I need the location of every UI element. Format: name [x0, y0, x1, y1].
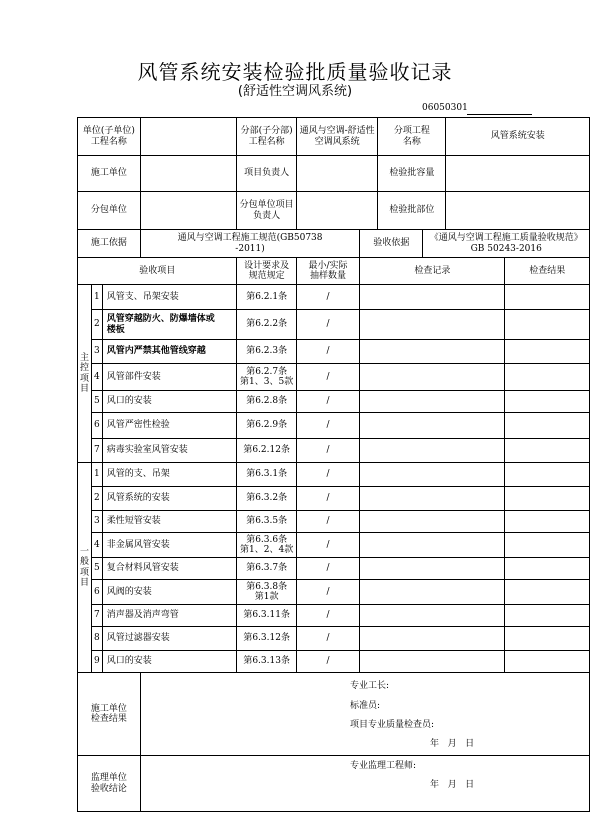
- general-row-8-record[interactable]: [360, 627, 505, 651]
- general-row-5-sample: /: [296, 558, 359, 580]
- general-row-4-record[interactable]: [360, 533, 505, 558]
- main-row-5-spec: 第6.2.8条: [237, 391, 297, 413]
- main-row-7-no: 7: [92, 439, 103, 463]
- general-row-6-spec: 第6.3.8条 第1款: [237, 580, 297, 605]
- main-row-1-spec: 第6.2.1条: [237, 285, 297, 310]
- main-row-7-spec: 第6.2.12条: [237, 439, 297, 463]
- general-row-2-spec: 第6.3.2条: [237, 487, 297, 511]
- main-row-7-sample: /: [296, 439, 359, 463]
- general-row-9-no: 9: [92, 651, 103, 673]
- main-row-5-name: 风口的安装: [102, 391, 237, 413]
- project-manager-label: 项目负责人: [237, 156, 297, 192]
- general-row-2-record[interactable]: [360, 487, 505, 511]
- standard-officer-label: 标准员:: [350, 701, 381, 711]
- batch-location-label: 检验批部位: [378, 192, 446, 230]
- main-row-1-sample: /: [296, 285, 359, 310]
- subcontract-unit-value[interactable]: [140, 192, 237, 230]
- general-row-7-name: 消声器及消声弯管: [102, 605, 237, 627]
- batch-capacity-label: 检验批容量: [378, 156, 446, 192]
- inspection-date: 年 月 日: [430, 739, 475, 749]
- form-code: 06050301: [422, 103, 468, 113]
- main-row-3-sample: /: [296, 340, 359, 364]
- general-row-9-record[interactable]: [360, 651, 505, 673]
- main-row-6-sample: /: [296, 413, 359, 439]
- general-items-group-label: 一 般 项 目: [78, 463, 92, 673]
- general-row-5-name: 复合材料风管安装: [102, 558, 237, 580]
- col-header-item: 验收项目: [78, 258, 237, 285]
- subcontract-manager-label: 分包单位项目 负责人: [237, 192, 297, 230]
- batch-location-value[interactable]: [446, 192, 590, 230]
- subcontract-unit-label: 分包单位: [78, 192, 141, 230]
- main-row-4-sample: /: [296, 364, 359, 391]
- general-row-3-sample: /: [296, 511, 359, 533]
- main-row-4-result[interactable]: [505, 364, 590, 391]
- supervision-date: 年 月 日: [430, 780, 475, 790]
- item-name-label: 分项工程 名称: [378, 118, 446, 156]
- general-row-2-name: 风管系统的安装: [102, 487, 237, 511]
- main-row-6-no: 6: [92, 413, 103, 439]
- general-row-3-name: 柔性短管安装: [102, 511, 237, 533]
- general-row-9-name: 风口的安装: [102, 651, 237, 673]
- unit-name-label: 单位(子单位) 工程名称: [78, 118, 141, 156]
- main-row-2-result[interactable]: [505, 310, 590, 340]
- main-row-4-no: 4: [92, 364, 103, 391]
- main-row-2-name: 风管穿越防火、防爆墙体或 楼板: [102, 310, 237, 340]
- general-row-4-result[interactable]: [505, 533, 590, 558]
- main-row-2-sample: /: [296, 310, 359, 340]
- main-row-3-name: 风管内严禁其他管线穿越: [102, 340, 237, 364]
- general-row-7-no: 7: [92, 605, 103, 627]
- general-row-7-spec: 第6.3.11条: [237, 605, 297, 627]
- main-row-1-no: 1: [92, 285, 103, 310]
- general-row-3-spec: 第6.3.5条: [237, 511, 297, 533]
- general-row-2-sample: /: [296, 487, 359, 511]
- main-row-7-record[interactable]: [360, 439, 505, 463]
- main-items-group-label: 主 控 项 目: [78, 285, 92, 463]
- page-subtitle: (舒适性空调风系统): [237, 84, 353, 99]
- main-row-5-no: 5: [92, 391, 103, 413]
- acceptance-basis-value: 《通风与空调工程施工质量验收规范》 GB 50243-2016: [423, 230, 590, 258]
- general-row-9-sample: /: [296, 651, 359, 673]
- main-row-1-result[interactable]: [505, 285, 590, 310]
- general-row-8-result[interactable]: [505, 627, 590, 651]
- construction-unit-label: 施工单位: [78, 156, 141, 192]
- supervision-conclusion-label: 监理单位 验收结论: [78, 756, 141, 812]
- main-row-5-sample: /: [296, 391, 359, 413]
- general-row-9-result[interactable]: [505, 651, 590, 673]
- general-row-1-sample: /: [296, 463, 359, 487]
- general-row-6-no: 6: [92, 580, 103, 605]
- main-row-2-record[interactable]: [360, 310, 505, 340]
- general-row-7-result[interactable]: [505, 605, 590, 627]
- col-header-sample: 最小/实际 抽样数量: [296, 258, 359, 285]
- unit-name-value[interactable]: [140, 118, 237, 156]
- main-row-7-result[interactable]: [505, 439, 590, 463]
- general-row-7-sample: /: [296, 605, 359, 627]
- batch-capacity-value[interactable]: [446, 156, 590, 192]
- general-row-1-result[interactable]: [505, 463, 590, 487]
- main-row-4-name: 风管部件安装: [102, 364, 237, 391]
- supervision-engineer-label: 专业监理工程师:: [350, 761, 417, 771]
- general-row-7-record[interactable]: [360, 605, 505, 627]
- project-manager-value[interactable]: [296, 156, 377, 192]
- col-header-record: 检查记录: [360, 258, 505, 285]
- general-row-4-no: 4: [92, 533, 103, 558]
- general-row-4-name: 非金属风管安装: [102, 533, 237, 558]
- main-row-3-result[interactable]: [505, 340, 590, 364]
- main-row-3-record[interactable]: [360, 340, 505, 364]
- general-row-8-name: 风管过滤器安装: [102, 627, 237, 651]
- acceptance-basis-label: 验收依据: [360, 230, 423, 258]
- main-row-6-record[interactable]: [360, 413, 505, 439]
- general-row-1-spec: 第6.3.1条: [237, 463, 297, 487]
- general-row-1-record[interactable]: [360, 463, 505, 487]
- main-row-7-name: 病毒实验室风管安装: [102, 439, 237, 463]
- page-title: 风管系统安装检验批质量验收记录: [137, 60, 453, 84]
- main-row-3-no: 3: [92, 340, 103, 364]
- general-row-8-sample: /: [296, 627, 359, 651]
- foreman-label: 专业工长:: [350, 681, 390, 691]
- construction-unit-value[interactable]: [140, 156, 237, 192]
- general-row-9-spec: 第6.3.13条: [237, 651, 297, 673]
- subunit-name-value: 通风与空调-舒适性 空调风系统: [296, 118, 377, 156]
- general-row-3-no: 3: [92, 511, 103, 533]
- main-row-3-spec: 第6.2.3条: [237, 340, 297, 364]
- col-header-result: 检查结果: [505, 258, 590, 285]
- main-row-6-name: 风管严密性检验: [102, 413, 237, 439]
- general-row-5-record[interactable]: [360, 558, 505, 580]
- main-row-2-no: 2: [92, 310, 103, 340]
- inspection-result-label: 施工单位 检查结果: [78, 673, 141, 756]
- main-row-4-spec: 第6.2.7条 第1、3、5款: [237, 364, 297, 391]
- general-row-6-sample: /: [296, 580, 359, 605]
- main-row-2-spec: 第6.2.2条: [237, 310, 297, 340]
- general-row-6-record[interactable]: [360, 580, 505, 605]
- general-row-5-spec: 第6.3.7条: [237, 558, 297, 580]
- construction-basis-label: 施工依据: [78, 230, 141, 258]
- general-row-5-no: 5: [92, 558, 103, 580]
- general-row-6-result[interactable]: [505, 580, 590, 605]
- main-row-1-record[interactable]: [360, 285, 505, 310]
- item-name-value: 风管系统安装: [446, 118, 590, 156]
- main-row-6-spec: 第6.2.9条: [237, 413, 297, 439]
- general-row-6-name: 风阀的安装: [102, 580, 237, 605]
- acceptance-table: [77, 117, 590, 812]
- general-row-4-sample: /: [296, 533, 359, 558]
- general-row-1-name: 风管的支、吊架: [102, 463, 237, 487]
- quality-inspector-label: 项目专业质量检查员:: [350, 720, 435, 730]
- main-row-5-result[interactable]: [505, 391, 590, 413]
- general-row-4-spec: 第6.3.6条 第1、2、4款: [237, 533, 297, 558]
- subunit-name-label: 分部(子分部) 工程名称: [237, 118, 297, 156]
- main-row-6-result[interactable]: [505, 413, 590, 439]
- main-row-1-name: 风管支、吊架安装: [102, 285, 237, 310]
- general-row-5-result[interactable]: [505, 558, 590, 580]
- general-row-1-no: 1: [92, 463, 103, 487]
- general-row-2-no: 2: [92, 487, 103, 511]
- subcontract-manager-value[interactable]: [296, 192, 377, 230]
- general-row-3-result[interactable]: [505, 511, 590, 533]
- main-row-4-record[interactable]: [360, 364, 505, 391]
- col-header-design: 设计要求及 规范规定: [237, 258, 297, 285]
- general-row-3-record[interactable]: [360, 511, 505, 533]
- main-row-5-record[interactable]: [360, 391, 505, 413]
- general-row-8-spec: 第6.3.12条: [237, 627, 297, 651]
- code-underline: [467, 114, 532, 115]
- construction-basis-value: 通风与空调工程施工规范(GB50738 -2011): [140, 230, 359, 258]
- general-row-2-result[interactable]: [505, 487, 590, 511]
- general-row-8-no: 8: [92, 627, 103, 651]
